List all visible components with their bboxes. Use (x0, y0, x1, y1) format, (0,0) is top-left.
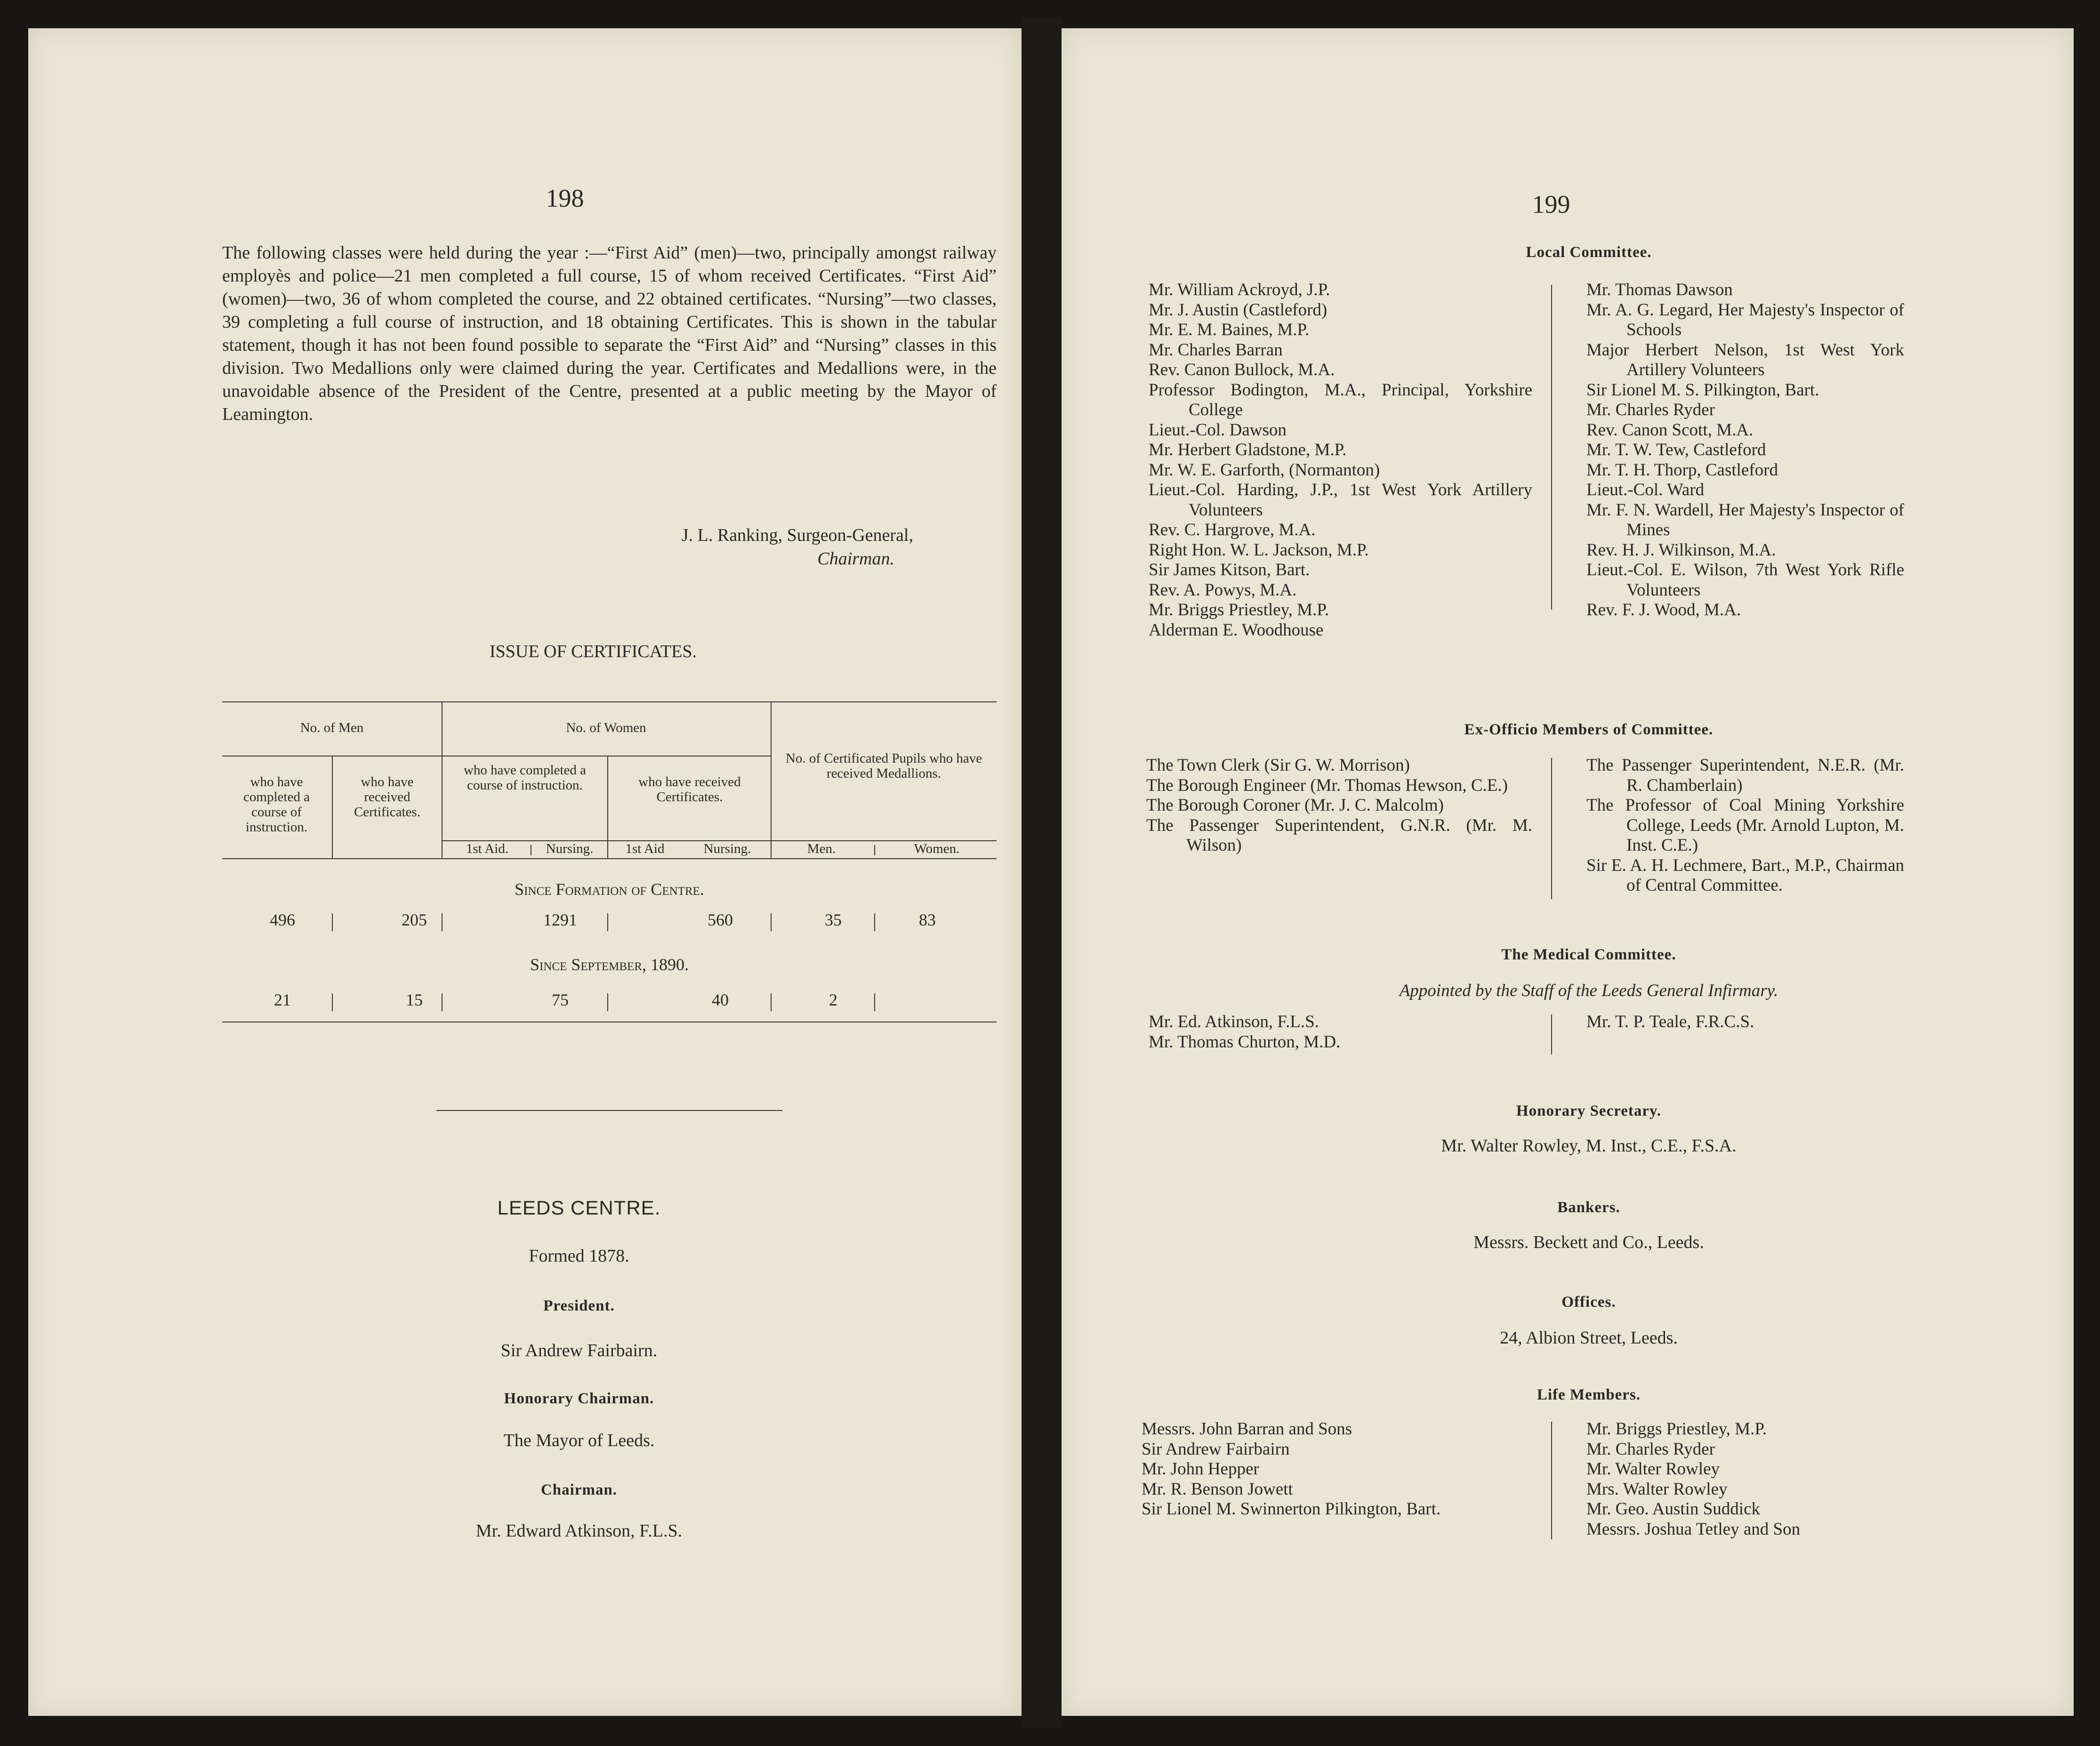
table-cell: 21 (274, 990, 291, 1009)
list-item: Sir Lionel M. S. Pilkington, Bart. (1586, 380, 1819, 400)
list-item: Mr. Charles Ryder (1586, 1439, 1715, 1459)
book-spine (1022, 19, 1062, 1728)
header-women-completed: who have completed a course of instruction. (463, 763, 587, 793)
centre-title: LEEDS CENTRE. (497, 1197, 661, 1219)
local-committee-heading: Local Committee. (1526, 244, 1652, 261)
list-item: The Town Clerk (Sir G. W. Morrison) (1146, 756, 1410, 775)
chairman-name: Mr. Edward Atkinson, F.L.S. (475, 1521, 683, 1541)
table-title: ISSUE OF CERTIFICATES. (489, 642, 697, 661)
list-item: Right Hon. W. L. Jackson, M.P. (1149, 540, 1369, 560)
list-item: Messrs. Joshua Tetley and Son (1586, 1519, 1801, 1539)
table-cell: 83 (919, 910, 936, 929)
list-item: Lieut.-Col. E. Wilson, 7th West York Rifle Volunteers (1586, 560, 1904, 600)
life-members-right-list (1586, 1419, 1904, 1539)
page-number: 199 (1532, 190, 1570, 218)
list-item: Mr. J. Austin (Castleford) (1149, 300, 1328, 320)
medical-committee-subtitle: Appointed by the Staff of the Leeds General Infirmary. (1399, 981, 1778, 1000)
list-item: Mr. T. P. Teale, F.R.C.S. (1586, 1012, 1754, 1031)
list-item: Mr. Briggs Priestley, M.P. (1586, 1419, 1767, 1439)
bankers-name: Messrs. Beckett and Co., Leeds. (1473, 1232, 1704, 1252)
page-number: 198 (546, 184, 584, 212)
table-cell: 15 (406, 990, 423, 1009)
list-item: The Borough Coroner (Mr. J. C. Malcolm) (1146, 796, 1444, 815)
list-item: Major Herbert Nelson, 1st West York Artillery Volunteers (1586, 340, 1904, 379)
list-item: Lieut.-Col. Dawson (1149, 420, 1287, 440)
table-cell: 35 (825, 910, 842, 929)
list-item: Lieut.-Col. Harding, J.P., 1st West York Artillery Volunteers (1149, 480, 1532, 520)
column-divider (1551, 1014, 1552, 1054)
header-men: No. of Men (300, 720, 364, 735)
list-item: Lieut.-Col. Ward (1586, 480, 1705, 499)
table-cell: 75 (552, 990, 569, 1009)
signature-name: J. L. Ranking, Surgeon-General, (681, 525, 913, 545)
section-divider (436, 1110, 782, 1111)
formed-date: Formed 1878. (529, 1246, 629, 1266)
list-item: Mr. Thomas Dawson (1586, 280, 1733, 299)
sub-men: Men. (807, 841, 836, 856)
honorary-chairman-heading: Honorary Chairman. (504, 1390, 654, 1407)
list-item: Professor Bodington, M.A., Principal, Yorkshire College (1149, 380, 1532, 419)
table-cell: 496 (270, 910, 295, 929)
offices-heading: Offices. (1561, 1294, 1616, 1311)
table-cell: 1291 (543, 910, 577, 929)
table-cell: 560 (708, 910, 733, 929)
list-item: Mr. Charles Barran (1149, 340, 1283, 360)
president-name: Sir Andrew Fairbairn. (500, 1341, 658, 1360)
president-heading: President. (543, 1297, 615, 1314)
list-item: Mr. John Hepper (1142, 1459, 1259, 1479)
list-item: Messrs. John Barran and Sons (1142, 1419, 1352, 1439)
list-item: Sir James Kitson, Bart. (1149, 560, 1310, 579)
life-members-heading: Life Members. (1537, 1386, 1641, 1403)
list-item: Mr. Ed. Atkinson, F.L.S. (1149, 1012, 1319, 1031)
offices-address: 24, Albion Street, Leeds. (1500, 1328, 1678, 1348)
honorary-secretary-heading: Honorary Secretary. (1516, 1102, 1661, 1119)
list-item: Rev. F. J. Wood, M.A. (1586, 600, 1741, 620)
honorary-chairman-name: The Mayor of Leeds. (503, 1431, 655, 1450)
section-since-formation: Since Formation of Centre. (515, 880, 704, 899)
header-men-received: who have received Certificates. (354, 774, 420, 820)
list-item: Rev. Canon Scott, M.A. (1586, 420, 1754, 440)
medical-committee-heading: The Medical Committee. (1501, 946, 1676, 963)
bankers-heading: Bankers. (1557, 1199, 1620, 1216)
list-item: The Professor of Coal Mining Yorkshire College, Leeds (Mr. Arnold Lupton, M. Inst. C.E.) (1586, 796, 1904, 855)
column-divider (1551, 285, 1552, 610)
list-item: Sir Andrew Fairbairn (1142, 1439, 1290, 1459)
medical-left-list (1149, 1012, 1535, 1052)
header-pupils: No. of Certificated Pupils who have received Medallions. (785, 751, 982, 781)
column-divider (1551, 1422, 1552, 1539)
local-committee-left-list (1149, 280, 1532, 640)
honorary-secretary-name: Mr. Walter Rowley, M. Inst., C.E., F.S.A. (1441, 1136, 1737, 1156)
header-men-completed: who have completed a course of instruction. (243, 774, 310, 835)
local-committee-right-list (1586, 280, 1904, 620)
list-item: The Passenger Superintendent, G.N.R. (Mr. M. Wilson) (1146, 815, 1532, 855)
list-item: The Borough Engineer (Mr. Thomas Hewson, C.E.) (1146, 775, 1508, 795)
list-item: Mr. E. M. Baines, M.P. (1149, 320, 1310, 339)
list-item: Mr. T. W. Tew, Castleford (1586, 440, 1766, 459)
list-item: Mr. Charles Ryder (1586, 400, 1715, 419)
life-members-left-list (1142, 1419, 1532, 1520)
list-item: Mr. Walter Rowley (1586, 1459, 1720, 1479)
sub-nursing: Nursing. (546, 841, 594, 856)
column-divider (1551, 758, 1552, 899)
list-item: Mr. F. N. Wardell, Her Majesty's Inspector of Mines (1586, 500, 1904, 539)
sub-nursing: Nursing. (703, 841, 751, 856)
list-item: Mr. Thomas Churton, M.D. (1149, 1032, 1341, 1052)
table-cell: 40 (712, 990, 729, 1009)
header-women-received: who have received Certificates. (638, 774, 741, 805)
sub-first-aid: 1st Aid. (466, 841, 509, 856)
intro-paragraph: The following classes were held during the year :—“First Aid” (men)—two, principally amongst railway employès and police—21 men completed a full course, 15 of whom received Certificates. “First Aid” (women)—two, 36 of whom completed the course, and 22 obtained certificates. “Nursing”—two classes, 39 completing a full course of instruction, and 18 obtaining Certificates. This is shown in the tabular statement, though it has not been found possible to separate the “First Aid” and “Nursing” classes in this division. Two Medallions only were claimed during the year. Certificates and Medallions were, in the unavoidable absence of the President of the Centre, presented at a public meeting by the Mayor of Leamington. (222, 243, 997, 424)
table-cell: 205 (402, 910, 427, 929)
signature-title: Chairman. (817, 549, 894, 569)
list-item: Rev. H. J. Wilkinson, M.A. (1586, 540, 1776, 560)
list-item: The Passenger Superintendent, N.E.R. (Mr. R. Chamberlain) (1586, 756, 1904, 795)
list-item: Mr. Herbert Gladstone, M.P. (1149, 440, 1347, 459)
list-item: Mr. A. G. Legard, Her Majesty's Inspector of Schools (1586, 300, 1904, 339)
list-item: Mr. Briggs Priestley, M.P. (1149, 600, 1329, 620)
ex-officio-left-list (1146, 756, 1532, 856)
medical-right-list (1586, 1012, 1904, 1032)
left-page (28, 28, 1022, 1716)
chairman-heading: Chairman. (540, 1481, 618, 1498)
list-item: Rev. C. Hargrove, M.A. (1149, 520, 1316, 539)
ex-officio-right-list (1586, 756, 1904, 896)
list-item: Sir Lionel M. Swinnerton Pilkington, Bart. (1142, 1499, 1441, 1519)
sub-women: Women. (914, 841, 960, 856)
sub-first-aid: 1st Aid (625, 841, 665, 856)
list-item: Sir E. A. H. Lechmere, Bart., M.P., Chairman of Central Committee. (1586, 855, 1904, 895)
ex-officio-heading: Ex-Officio Members of Committee. (1464, 721, 1714, 738)
list-item: Mr. Geo. Austin Suddick (1586, 1499, 1760, 1519)
table-cell: 2 (829, 990, 837, 1009)
header-women: No. of Women (566, 720, 646, 735)
list-item: Alderman E. Woodhouse (1149, 620, 1324, 640)
list-item: Mrs. Walter Rowley (1586, 1479, 1728, 1499)
section-since-1890: Since September, 1890. (530, 955, 689, 974)
list-item: Mr. R. Benson Jowett (1142, 1479, 1293, 1499)
list-item: Mr. William Ackroyd, J.P. (1149, 280, 1330, 299)
list-item: Mr. W. E. Garforth, (Normanton) (1149, 460, 1380, 480)
list-item: Rev. A. Powys, M.A. (1149, 580, 1297, 600)
right-page (1062, 28, 2074, 1716)
list-item: Rev. Canon Bullock, M.A. (1149, 360, 1335, 379)
list-item: Mr. T. H. Thorp, Castleford (1586, 460, 1778, 480)
